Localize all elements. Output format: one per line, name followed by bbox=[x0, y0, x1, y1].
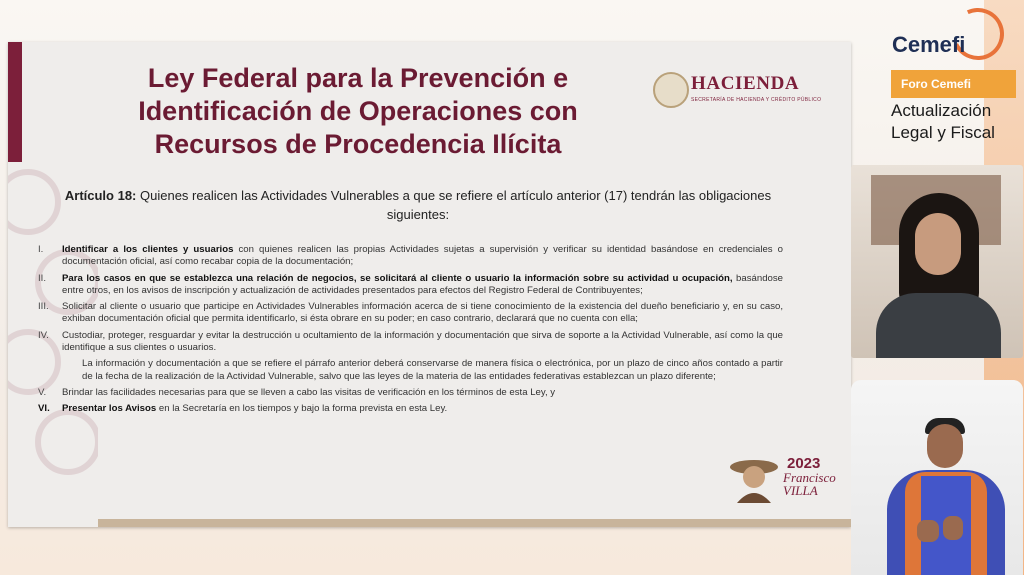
item-number: II. bbox=[38, 272, 46, 284]
item-number: III. bbox=[38, 301, 49, 313]
hacienda-logo bbox=[653, 72, 828, 112]
emblem-year: 2023 bbox=[787, 455, 821, 472]
item-number: I. bbox=[38, 244, 44, 255]
article-text: Quienes realicen las Actividades Vulnerables a que se refiere el artículo anterior (17) tendrán las obligaciones siguientes: bbox=[140, 188, 772, 222]
item-number: IV. bbox=[38, 329, 49, 341]
topic-line-1: Actualización bbox=[891, 101, 992, 120]
list-item bbox=[38, 330, 783, 355]
list-item bbox=[38, 358, 783, 383]
interpreter-face bbox=[927, 424, 963, 468]
interpreter-hand bbox=[917, 520, 939, 542]
topic-line-2: Legal y Fiscal bbox=[891, 123, 995, 142]
item-text: Custodiar, proteger, resguardar y evitar la destrucción u ocultamiento de la información y documentación que sirva de soporte a la Actividad Vulnerable, así como la que identifique a sus clientes o usuarios. bbox=[62, 329, 783, 354]
brand-name: Cemefi bbox=[892, 32, 966, 57]
speaker-body bbox=[876, 293, 1001, 358]
speaker-face bbox=[915, 213, 961, 275]
forum-label: Foro Cemefi bbox=[891, 70, 1016, 98]
item-strong: Identificar a los clientes y usuarios bbox=[62, 244, 234, 255]
emblem-name bbox=[783, 471, 836, 497]
item-number: V. bbox=[38, 386, 47, 398]
interpreter-hand bbox=[943, 516, 963, 540]
item-text: basándose entre otros, en los avisos de inscripción y actualización de actividades presentados para efectos del Registro Federal de Contribuyentes; bbox=[62, 272, 783, 296]
item-text: con quienes realicen las propias Actividades sujetas a supervisión y verificar su identidad basándose en credenciales o documentación oficial, así como recabar copia de la documentación; bbox=[62, 244, 783, 268]
list-item bbox=[38, 403, 783, 415]
slide-title: Ley Federal para la Prevención e Identificación de Operaciones con Recursos de Procedencia Ilícita bbox=[138, 63, 578, 159]
seal-icon bbox=[653, 72, 689, 108]
slide-accent-bar bbox=[8, 42, 22, 162]
item-strong: Para los casos en que se establezca una relación de negocios, se solicitará al cliente o usuario la información sobre su actividad u ocupación, bbox=[62, 272, 733, 284]
cemefi-logo bbox=[890, 8, 1022, 68]
article-label: Artículo 18: bbox=[64, 188, 137, 203]
item-text: en la Secretaría en los tiempos y bajo la forma prevista en esta Ley. bbox=[156, 403, 448, 415]
emblem-name-last: VILLA bbox=[783, 483, 818, 498]
villa-2023-emblem bbox=[723, 447, 836, 512]
item-text: Brindar las facilidades necesarias para que se lleven a cabo las visitas de verificación en los términos de esta Ley, y bbox=[62, 386, 556, 398]
presentation-slide bbox=[8, 42, 851, 527]
portrait-icon bbox=[729, 453, 779, 503]
logo-name: HACIENDA bbox=[691, 73, 800, 94]
sign-language-interpreter-video bbox=[851, 380, 1023, 575]
list-item bbox=[38, 244, 783, 269]
logo-subtitle: SECRETARÍA DE HACIENDA Y CRÉDITO PÚBLICO bbox=[691, 97, 822, 103]
speaker-video bbox=[851, 165, 1023, 358]
item-text: Solicitar al cliente o usuario que participe en Actividades Vulnerables información acerca de si tiene conocimiento de la existencia del dueño beneficiario y, en su caso, exhiban documentación oficial que permita identificarlo, si ésta obrare en su poder; en caso contrario, declarará que no cuenta con ella; bbox=[62, 301, 783, 325]
item-text: La información y documentación a que se refiere el párrafo anterior deberá conservarse de manera física o electrónica, por un plazo de cinco años contado a partir de la fecha de la realización de la Actividad Vulnerable, salvo que las leyes de la materia de las entidades federativas establezcan un plazo diferente; bbox=[82, 358, 783, 382]
slide-bottom-bar bbox=[98, 519, 851, 527]
topic-text bbox=[891, 100, 1021, 144]
list-item bbox=[38, 301, 783, 326]
list-item bbox=[38, 387, 783, 399]
item-number: VI. bbox=[38, 403, 50, 415]
obligations-list bbox=[38, 244, 783, 420]
item-strong: Presentar los Avisos bbox=[62, 403, 157, 415]
emblem-name-first: Francisco bbox=[783, 470, 836, 485]
list-item bbox=[38, 273, 783, 298]
article-heading bbox=[48, 186, 788, 224]
